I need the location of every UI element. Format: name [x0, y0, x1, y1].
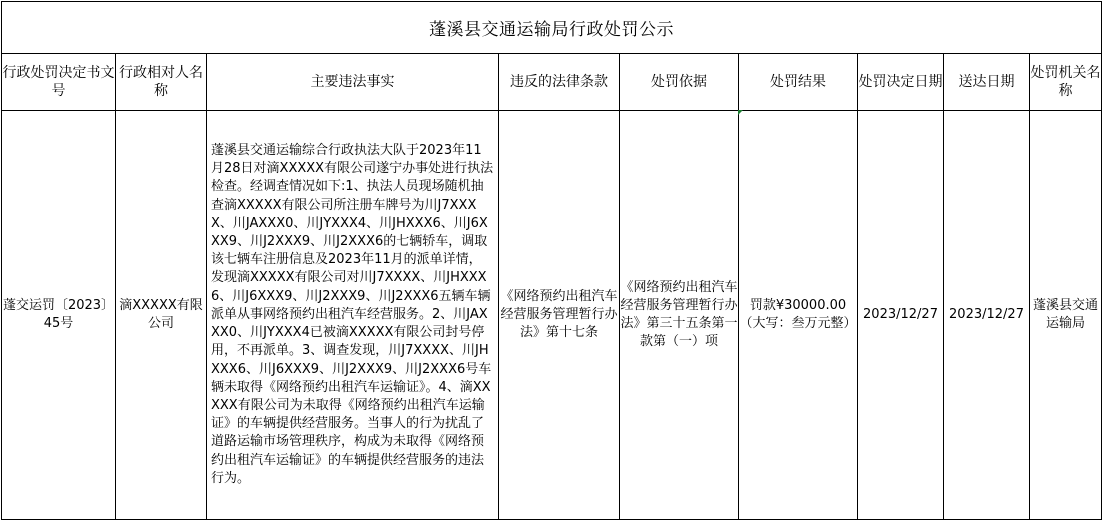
table-title[interactable]: 蓬溪县交通运输局行政处罚公示: [2, 2, 1102, 54]
header-authority[interactable]: 处罚机关名称: [1030, 54, 1102, 111]
header-row: [2, 54, 1102, 111]
cell-facts[interactable]: 蓬溪县交通运输综合行政执法大队于2023年11月28日对滴XXXXX有限公司遂宁办事处进行执法检查。经调查情况如下:1、执法人员现场随机抽查滴XXXXX有限公司所注册车牌号为川J7XXXX、川JAXXX0、川JYXXX4、川JHXXX6、川J6XXX9、川J2XXX9、川J2XXX6的七辆轿车，调取该七辆车注册信息及2023年11月的派单详情，发现滴XXXXX有限公司对川J7XXXX、川JHXXX6、川J6XXX9、川J2XXX9、川J2XXX6五辆车辆派单从事网络预约出租汽车经营服务。2、川JAXXX0、川JYXXX4已被滴XXXXX有限公司封号停用，不再派单。3、调查发现，川J7XXXX、川JHXXX6、川J6XXX9、川J2XXX9、川J2XXX6号车辆未取得《网络预约出租汽车运输证》。4、滴XXXXX有限公司为未取得《网络预约出租汽车运输证》的车辆提供经营服务。当事人的行为扰乱了道路运输市场管理秩序，构成为未取得《网络预约出租汽车运输证》的车辆提供经营服务的违法行为。: [207, 111, 499, 520]
header-party[interactable]: 行政相对人名称: [116, 54, 207, 111]
header-basis[interactable]: 处罚依据: [620, 54, 739, 111]
header-result[interactable]: 处罚结果: [739, 54, 858, 111]
header-law[interactable]: 违反的法律条款: [499, 54, 620, 111]
header-facts[interactable]: 主要违法事实: [207, 54, 499, 111]
cell-comment-marker: [738, 110, 743, 115]
cell-delivery-date[interactable]: 2023/12/27: [944, 111, 1030, 520]
cell-law[interactable]: 《网络预约出租汽车经营服务管理暂行办法》第十七条: [499, 111, 620, 520]
cell-party[interactable]: 滴XXXXX有限公司: [116, 111, 207, 520]
title-row: [2, 2, 1102, 54]
header-delivery-date[interactable]: 送达日期: [944, 54, 1030, 111]
header-doc-no[interactable]: 行政处罚决定书文号: [2, 54, 116, 111]
cell-authority[interactable]: 蓬溪县交通运输局: [1030, 111, 1102, 520]
cell-decision-date[interactable]: 2023/12/27: [858, 111, 944, 520]
cell-doc-no[interactable]: 蓬交运罚〔2023〕45号: [2, 111, 116, 520]
cell-result[interactable]: 罚款¥30000.00（大写：叁万元整）: [739, 111, 858, 520]
cell-basis[interactable]: 《网络预约出租汽车经营服务管理暂行办法》第三十五条第一款第（一）项: [620, 111, 739, 520]
table-row: [2, 111, 1102, 520]
penalty-table: [1, 1, 1102, 520]
header-decision-date[interactable]: 处罚决定日期: [858, 54, 944, 111]
